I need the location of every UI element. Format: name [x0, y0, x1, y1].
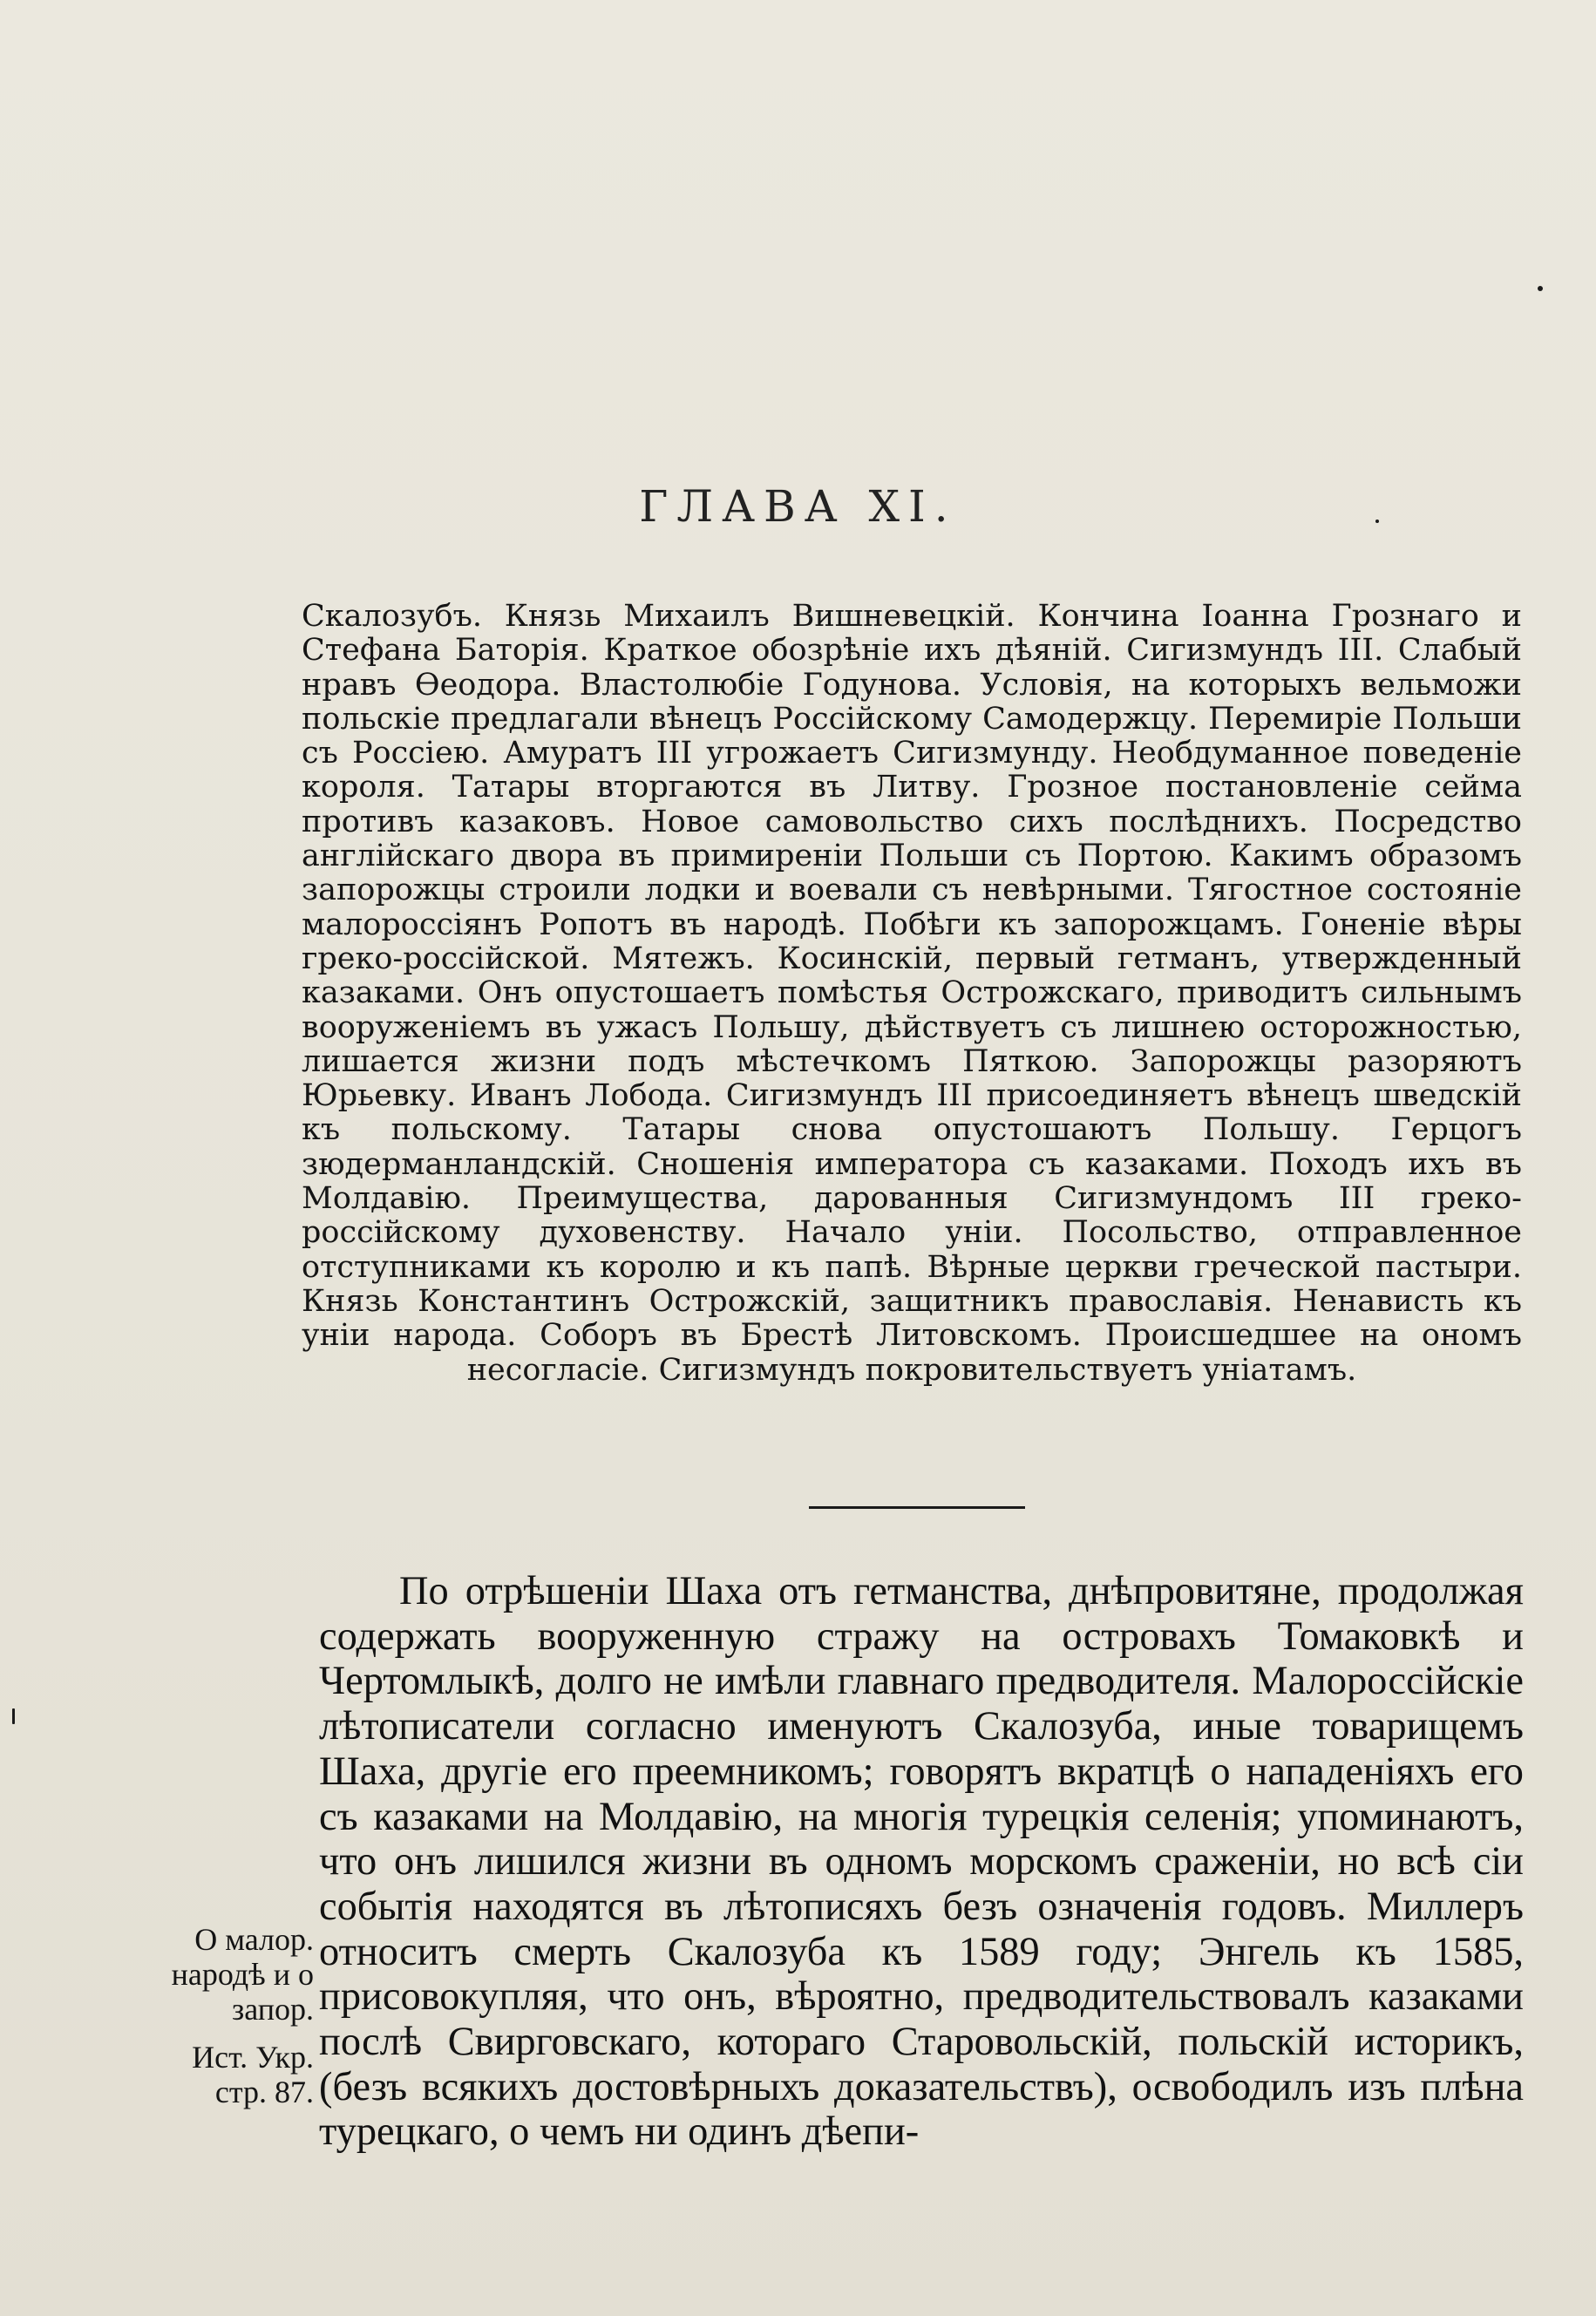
main-paragraph: По отрѣшеніи Шаха отъ гетманства, днѣпровитяне, продолжая содержать вооруженную стражу на островахъ Томаковкѣ и Чертомлыкѣ, долго не имѣли главнаго предводителя. Малороссійскіе лѣтописатели согласно именуютъ Скалозуба, иные товарищемъ Шаха, другіе его преемникомъ; говорятъ вкратцѣ о нападеніяхъ его съ казаками на Молдавію, на многія турецкія селенія; упоминаютъ, что онъ лишился жизни въ одномъ морскомъ сраженіи, но всѣ сіи событія находятся въ лѣтописяхъ безъ означенія годовъ. Миллеръ относитъ смерть Скалозуба къ 1589 году; Энгель къ 1585, присовокупляя, что онъ, вѣроятно, предводительствовалъ казаками послѣ Свирговскаго, котораго Старовольскій, польскій историкъ, (безъ всякихъ достовѣрныхъ доказательствъ), освободилъ изъ плѣна турецкаго, о чемъ ни одинъ дѣепи-	[319, 1569, 1524, 2155]
ink-speck	[12, 1708, 15, 1724]
section-divider	[809, 1506, 1025, 1509]
margin-note-reference-1: О малор. народѣ и о запор.	[171, 1922, 314, 2027]
margin-note-reference-2: Ист. Укр. стр. 87.	[192, 2040, 314, 2109]
ink-speck	[1538, 286, 1543, 291]
chapter-title: ГЛАВА XI.	[639, 481, 957, 532]
chapter-summary: Скалозубъ. Князь Михаилъ Вишневецкій. Кончина Іоанна Грознаго и Стефана Баторія. Краткое обозрѣніе ихъ дѣяній. Сигизмундъ III. Слабый нравъ Ѳеодора. Властолюбіе Годунова. Условія, на которыхъ вельможи польскіе предлагали вѣнецъ Россійскому Самодержцу. Перемиріе Польши съ Россіею. Амуратъ III угрожаетъ Сигизмунду. Необдуманное поведеніе короля. Татары вторгаются въ Литву. Грозное постановленіе сейма противъ казаковъ. Новое самовольство сихъ послѣднихъ. Посредство англійскаго двора въ примиреніи Польши съ Портою. Какимъ образомъ запорожцы строили лодки и воевали съ невѣрными. Тягостное состояніе малороссіянъ Ропотъ въ народѣ. Побѣги къ запорожцамъ. Гоненіе вѣры греко-россійской. Мятежъ. Косинскій, первый гетманъ, утвержденный казаками. Онъ опустошаетъ помѣстья Острожскаго, приводитъ сильнымъ вооруженіемъ въ ужасъ Польшу, дѣйствуетъ съ лишнею осторожностью, лишается жизни подъ мѣстечкомъ Пяткою. Запорожцы разоряютъ Юрьевку. Иванъ Лобода. Сигизмундъ III присоединяетъ вѣнецъ шведскій къ польскому. Татары снова опустошаютъ Польшу. Герцогъ зюдерманландскій. Сношенія императора съ казаками. Походъ ихъ въ Молдавію. Преимущества, дарованныя Сигизмундомъ III греко-россійскому духовенству. Начало уніи. Посольство, отправленное отступниками къ королю и къ папѣ. Вѣрные церкви греческой пастыри. Князь Константинъ Острожскій, защитникъ православія. Ненависть къ уніи народа. Соборъ въ Брестѣ Литовскомъ. Происшедшее на ономъ несогласіе. Сигизмундъ покровительствуетъ уніатамъ.	[302, 599, 1522, 1388]
